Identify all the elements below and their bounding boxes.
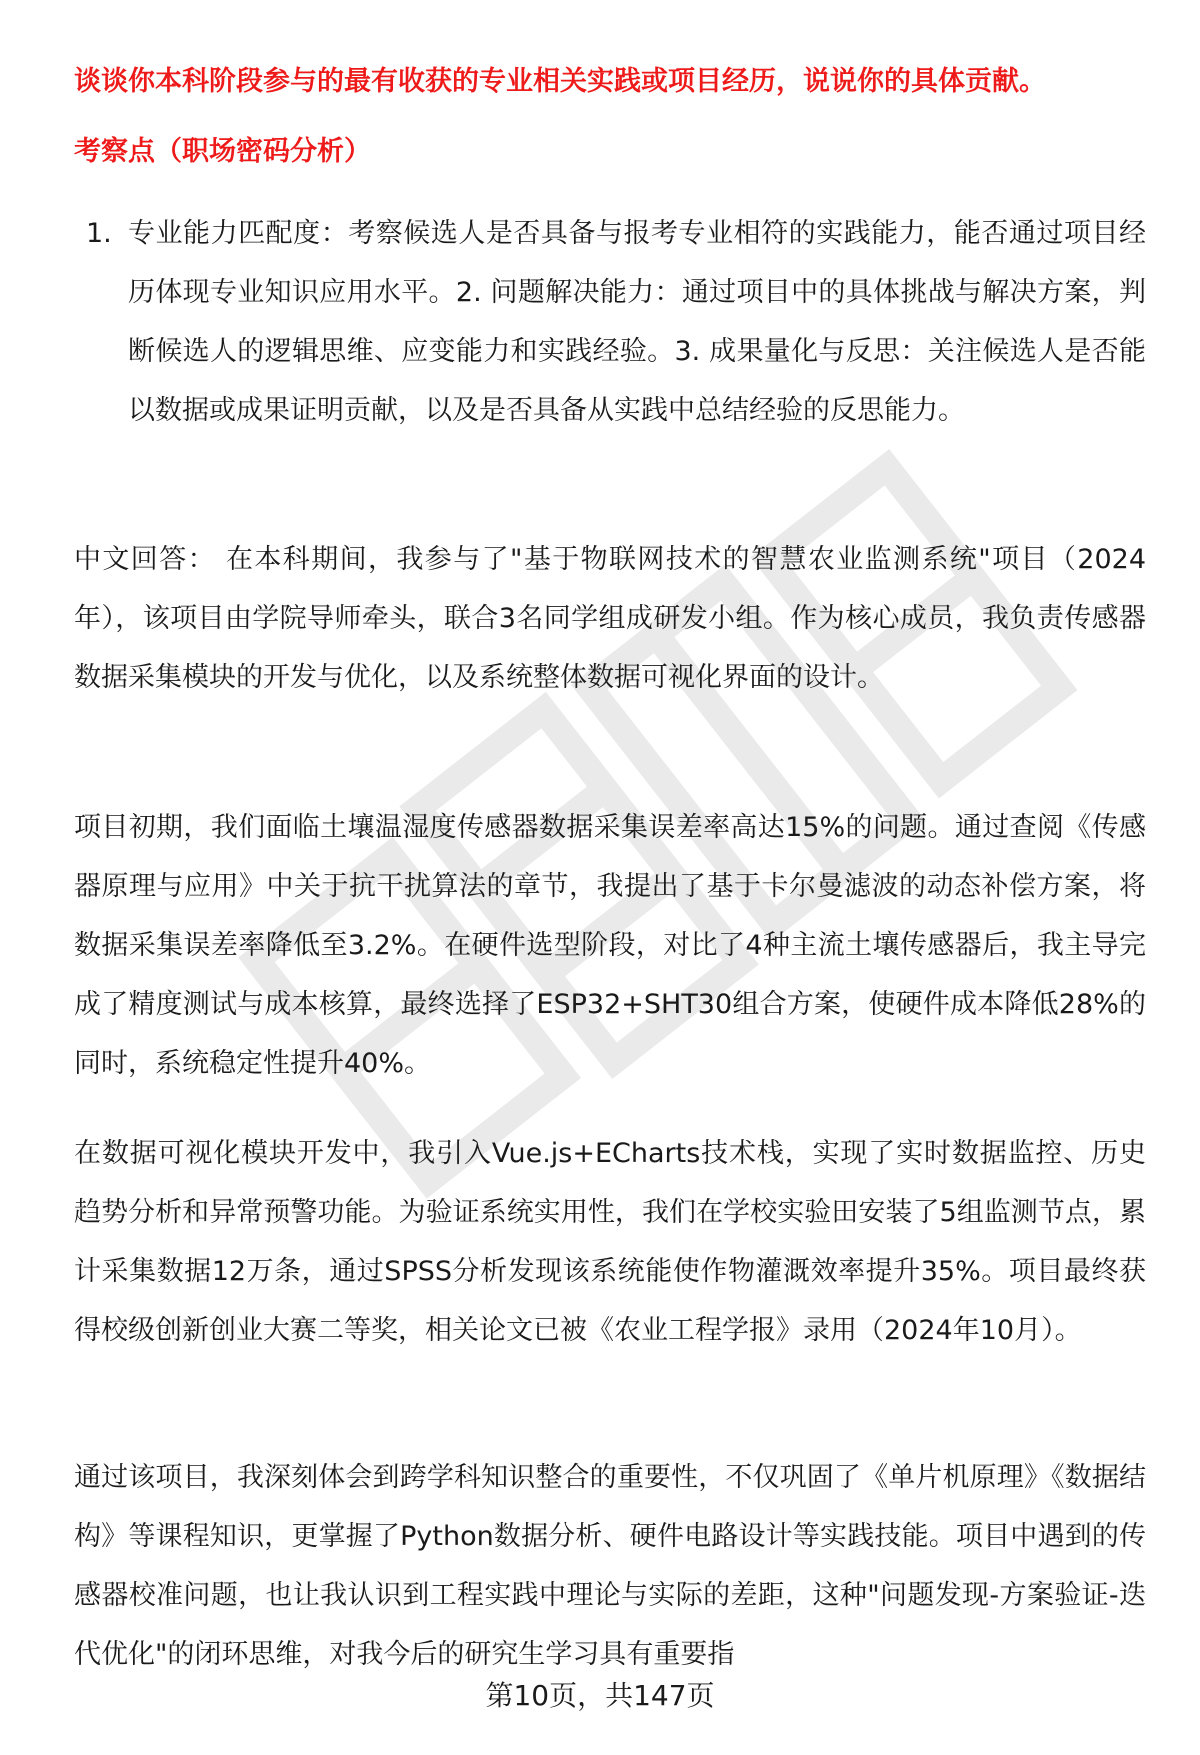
answer-paragraph-3: 在数据可视化模块开发中，我引入Vue.js+ECharts技术栈，实现了实时数据监控、历史趋势分析和异常预警功能。为验证系统实用性，我们在学校实验田安装了5组监测节点，累计采集数据12万条，通过SPSS分析发现该系统能使作物灌溉效率提升35%。项目最终获得校级创新创业大赛二等奖，相关论文已被《农业工程学报》录用（2024年10月）。 xyxy=(74,1138,1146,1346)
list-item xyxy=(86,204,1146,440)
analysis-heading: 考察点（职场密码分析） xyxy=(74,136,371,167)
answer-paragraph-2: 项目初期，我们面临土壤温湿度传感器数据采集误差率高达15%的问题。通过查阅《传感器原理与应用》中关于抗干扰算法的章节，我提出了基于卡尔曼滤波的动态补偿方案，将数据采集误差率降低至3.2%。在硬件选型阶段，对比了4种主流土壤传感器后，我主导完成了精度测试与成本核算，最终选择了ESP32+SHT30组合方案，使硬件成本降低28%的同时，系统稳定性提升40%。 xyxy=(74,812,1146,1079)
list-item-text: 专业能力匹配度：考察候选人是否具备与报考专业相符的实践能力，能否通过项目经历体现专业知识应用水平。2. 问题解决能力：通过项目中的具体挑战与解决方案，判断候选人的逻辑思维、应变能力和实践经验。3. 成果量化与反思：关注候选人是否能以数据或成果证明贡献，以及是否具备从实践中总结经验的反思能力。 xyxy=(128,218,1146,426)
answer-paragraph-4: 通过该项目，我深刻体会到跨学科知识整合的重要性，不仅巩固了《单片机原理》《数据结构》等课程知识，更掌握了Python数据分析、硬件电路设计等实践技能。项目中遇到的传感器校准问题，也让我认识到工程实践中理论与实际的差距，这种"问题发现-方案验证-迭代优化"的闭环思维，对我今后的研究生学习具有重要指 xyxy=(74,1462,1146,1670)
page-number-footer: 第10页，共147页 xyxy=(485,1679,715,1712)
question-title: 谈谈你本科阶段参与的最有收获的专业相关实践或项目经历，说说你的具体贡献。 xyxy=(74,66,1046,97)
list-item-number: 1. xyxy=(86,218,112,249)
answer-paragraph-1: 中文回答： 在本科期间，我参与了"基于物联网技术的智慧农业监测系统"项目（2024年），该项目由学院导师牵头，联合3名同学组成研发小组。作为核心成员，我负责传感器数据采集模块的开发与优化，以及系统整体数据可视化界面的设计。 xyxy=(74,544,1146,693)
analysis-points-list xyxy=(86,204,1146,440)
